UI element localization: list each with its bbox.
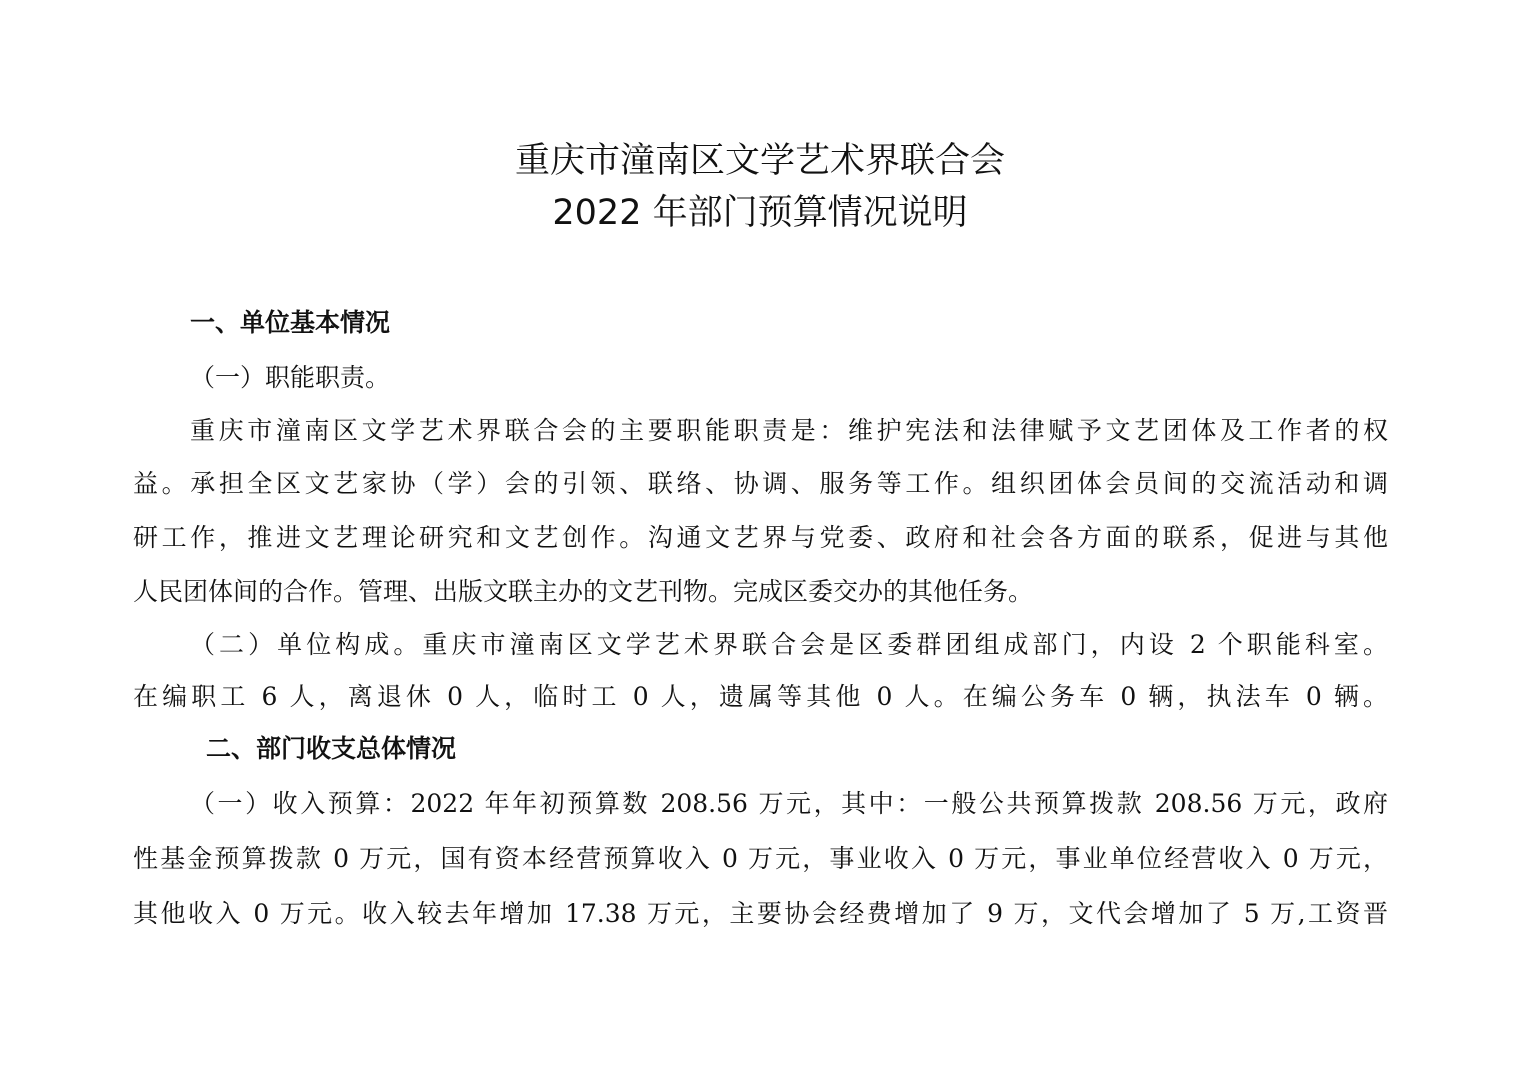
section-heading-basic-info: 一、单位基本情况 <box>190 308 391 337</box>
paragraph-line: （一）收入预算：2022 年年初预算数 208.56 万元，其中：一般公共预算拨款 208.56 万元，政府 <box>190 789 1388 818</box>
paragraph-line: 在编职工 6 人，离退休 0 人，临时工 0 人，遗属等其他 0 人。在编公务车 0 辆，执法车 0 辆。 <box>133 682 1388 711</box>
document-title-line2: 2022 年部门预算情况说明 <box>552 193 968 233</box>
paragraph-line: （二）单位构成。重庆市潼南区文学艺术界联合会是区委群团组成部门，内设 2 个职能科室。 <box>190 630 1388 659</box>
paragraph-line: 重庆市潼南区文学艺术界联合会的主要职能职责是：维护宪法和法律赋予文艺团体及工作者的权 <box>190 416 1388 445</box>
paragraph-line: 益。承担全区文艺家协（学）会的引领、联络、协调、服务等工作。组织团体会员间的交流活动和调 <box>133 469 1388 498</box>
paragraph-line: 性基金预算拨款 0 万元，国有资本经营预算收入 0 万元，事业收入 0 万元，事业单位经营收入 0 万元， <box>133 844 1388 873</box>
document-title-line1: 重庆市潼南区文学艺术界联合会 <box>514 141 1005 181</box>
subsection-heading-functions: （一）职能职责。 <box>190 363 391 392</box>
paragraph-line: 研工作，推进文艺理论研究和文艺创作。沟通文艺界与党委、政府和社会各方面的联系，促进与其他 <box>133 523 1388 552</box>
paragraph-line: 其他收入 0 万元。收入较去年增加 17.38 万元，主要协会经费增加了 9 万，文代会增加了 5 万,工资晋 <box>133 899 1388 928</box>
paragraph-line: 人民团体间的合作。管理、出版文联主办的文艺刊物。完成区委交办的其他任务。 <box>133 577 1034 606</box>
section-heading-budget-overview: 二、部门收支总体情况 <box>206 734 457 763</box>
